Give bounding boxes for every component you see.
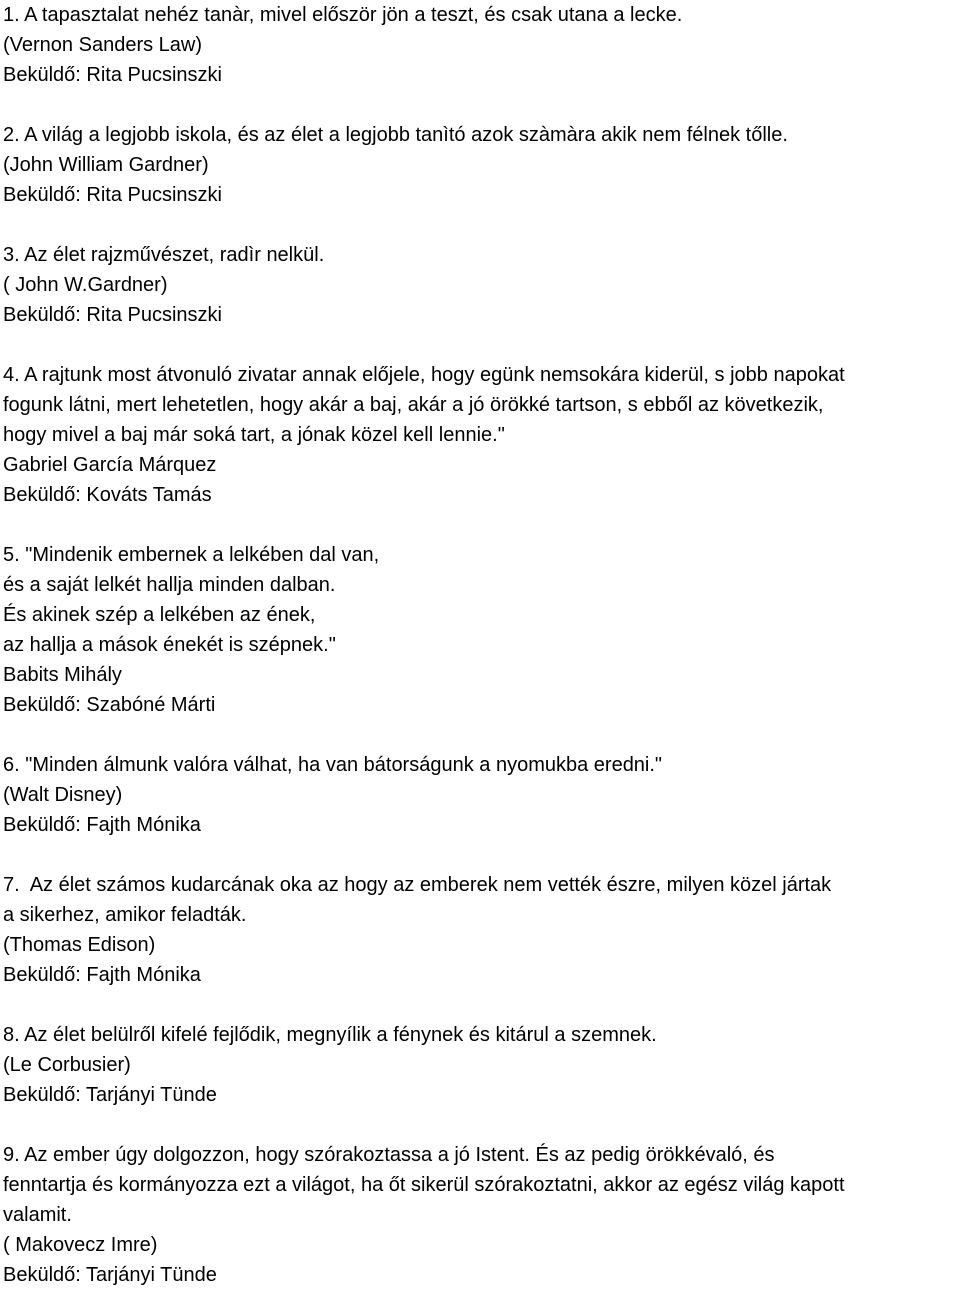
quote-8-author: (Le Corbusier) xyxy=(3,1054,131,1076)
quote-8-text: 8. Az élet belülről kifelé fejlődik, megnyílik a fénynek és kitárul a szemnek. xyxy=(3,1024,657,1046)
quote-6-text: 6. "Minden álmunk valóra válhat, ha van bátorságunk a nyomukba eredni." xyxy=(3,754,663,776)
quote-1-submitter: Beküldő: Rita Pucsinszki xyxy=(3,64,222,86)
quote-5-submitter: Beküldő: Szabóné Márti xyxy=(3,694,216,716)
quote-4-text-line-1: 4. A rajtunk most átvonuló zivatar annak előjele, hogy egünk nemsokára kiderül, s jobb napokat xyxy=(3,364,845,386)
quote-7-author: (Thomas Edison) xyxy=(3,934,156,956)
quote-3 xyxy=(3,240,955,330)
quote-5-text-line-4: az hallja a mások énekét is szépnek." xyxy=(3,634,336,656)
quote-8 xyxy=(3,1020,955,1110)
quote-5 xyxy=(3,540,955,720)
quote-9-text-line-1: 9. Az ember úgy dolgozzon, hogy szórakoztassa a jó Istent. És az pedig örökkévaló, és xyxy=(3,1144,775,1166)
quote-2 xyxy=(3,120,955,210)
quote-2-text: 2. A világ a legjobb iskola, és az élet a legjobb tanìtó azok szàmàra akik nem félnek tőlle. xyxy=(3,124,788,146)
quote-9-author: ( Makovecz Imre) xyxy=(3,1234,158,1256)
quote-4 xyxy=(3,360,955,510)
quote-4-text-line-2: fogunk látni, mert lehetetlen, hogy akár a baj, akár a jó örökké tartson, s ebből az következik, xyxy=(3,394,824,416)
quote-3-text: 3. Az élet rajzművészet, radìr nelkül. xyxy=(3,244,325,266)
quote-9-text-line-3: valamit. xyxy=(3,1204,72,1226)
quote-7 xyxy=(3,870,955,990)
quote-6-submitter: Beküldő: Fajth Mónika xyxy=(3,814,201,836)
quote-7-submitter: Beküldő: Fajth Mónika xyxy=(3,964,201,986)
quote-7-text-line-2: a sikerhez, amikor feladták. xyxy=(3,904,247,926)
quote-9 xyxy=(3,1140,955,1290)
quote-2-submitter: Beküldő: Rita Pucsinszki xyxy=(3,184,222,206)
quote-5-text-line-2: és a saját lelkét hallja minden dalban. xyxy=(3,574,336,596)
quote-6-author: (Walt Disney) xyxy=(3,784,123,806)
quote-9-submitter: Beküldő: Tarjányi Tünde xyxy=(3,1264,217,1286)
quote-3-submitter: Beküldő: Rita Pucsinszki xyxy=(3,304,222,326)
quote-5-text-line-3: És akinek szép a lelkében az ének, xyxy=(3,604,316,626)
quote-3-author: ( John W.Gardner) xyxy=(3,274,168,296)
quote-8-submitter: Beküldő: Tarjányi Tünde xyxy=(3,1084,217,1106)
document-page xyxy=(3,0,955,1290)
quote-7-text-line-1: 7. Az élet számos kudarcának oka az hogy az emberek nem vették észre, milyen közel jártak xyxy=(3,874,832,896)
quote-9-text-line-2: fenntartja és kormányozza ezt a világot, ha őt sikerül szórakoztatni, akkor az egész világ kapott xyxy=(3,1174,845,1196)
quote-1-text: 1. A tapasztalat nehéz tanàr, mivel először jön a teszt, és csak utana a lecke. xyxy=(3,4,683,26)
quote-6 xyxy=(3,750,955,840)
quote-4-text-line-3: hogy mivel a baj már soká tart, a jónak közel kell lennie." xyxy=(3,424,505,446)
quote-4-author: Gabriel García Márquez xyxy=(3,454,217,476)
quote-1 xyxy=(3,0,955,90)
quote-5-author: Babits Mihály xyxy=(3,664,122,686)
quote-5-text-line-1: 5. "Mindenik embernek a lelkében dal van, xyxy=(3,544,380,566)
quote-4-submitter: Beküldő: Kováts Tamás xyxy=(3,484,212,506)
quote-1-author: (Vernon Sanders Law) xyxy=(3,34,203,56)
quote-2-author: (John William Gardner) xyxy=(3,154,209,176)
